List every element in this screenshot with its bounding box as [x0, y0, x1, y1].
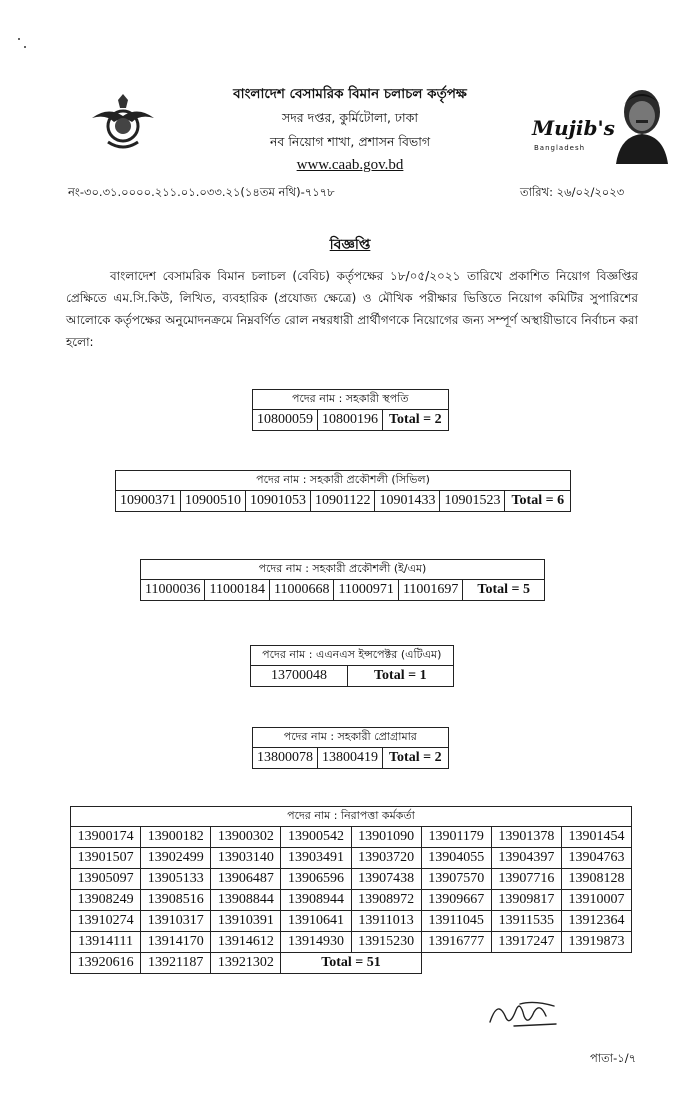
roll-cell: 11000036 [141, 580, 205, 601]
roll-cell: 13921187 [141, 953, 211, 974]
roll-cell: 10800059 [253, 410, 318, 431]
roll-cell: 13909667 [421, 890, 491, 911]
roll-cell: 13900182 [141, 827, 211, 848]
roll-cell: 13917247 [491, 932, 561, 953]
roll-cell: 13911013 [351, 911, 421, 932]
roll-cell: 13908249 [71, 890, 141, 911]
caab-emblem-icon [88, 92, 158, 154]
roll-cell: 13914612 [211, 932, 281, 953]
roll-cell: 11000184 [205, 580, 269, 601]
page-number: পাতা-১/৭ [590, 1051, 637, 1065]
roll-cell: 13902499 [141, 848, 211, 869]
total-cell: Total = 6 [505, 491, 571, 512]
roll-cell: 13900302 [211, 827, 281, 848]
memo-date: তারিখ: ২৬/০২/২০২৩ [520, 185, 625, 199]
roll-cell: 13908972 [351, 890, 421, 911]
roll-cell: 13916777 [421, 932, 491, 953]
roll-cell: 13800419 [318, 748, 383, 769]
table-ans-inspector [250, 645, 454, 687]
roll-cell: 13920616 [71, 953, 141, 974]
table-title: পদের নাম : সহকারী প্রোগ্রামার [253, 728, 449, 748]
roll-cell: 13914111 [71, 932, 141, 953]
roll-cell: 13910641 [281, 911, 351, 932]
roll-cell: 13904763 [561, 848, 631, 869]
roll-cell: 13914170 [141, 932, 211, 953]
total-cell: Total = 2 [383, 410, 449, 431]
roll-cell: 13910274 [71, 911, 141, 932]
roll-cell: 13903140 [211, 848, 281, 869]
roll-cell: 13912364 [561, 911, 631, 932]
roll-cell: 13907570 [421, 869, 491, 890]
org-address: সদর দপ্তর, কুর্মিটোলা, ঢাকা [281, 110, 418, 125]
scan-speck [24, 46, 26, 48]
total-cell: Total = 51 [281, 953, 421, 974]
roll-cell: 13900174 [71, 827, 141, 848]
roll-cell: 13904397 [491, 848, 561, 869]
notice-heading: বিজ্ঞপ্তি [329, 237, 371, 253]
total-cell: Total = 5 [463, 580, 545, 601]
table-title: পদের নাম : সহকারী প্রকৌশলী (ই/এম) [141, 560, 545, 580]
roll-cell: 13910007 [561, 890, 631, 911]
website-link[interactable]: www.caab.gov.bd [296, 157, 404, 173]
roll-cell: 13907716 [491, 869, 561, 890]
roll-cell: 13908516 [141, 890, 211, 911]
roll-cell: 10901433 [375, 491, 440, 512]
roll-cell: 10901523 [440, 491, 505, 512]
empty-cell [421, 953, 631, 974]
table-title: পদের নাম : এএনএস ইন্সপেক্টর (এটিএম) [251, 646, 454, 666]
roll-cell: 13901507 [71, 848, 141, 869]
roll-cell: 13908844 [211, 890, 281, 911]
roll-cell: 13909817 [491, 890, 561, 911]
roll-cell: 13906596 [281, 869, 351, 890]
total-cell: Total = 2 [383, 748, 449, 769]
roll-cell: 13906487 [211, 869, 281, 890]
roll-cell: 11000668 [269, 580, 333, 601]
roll-cell: 13905133 [141, 869, 211, 890]
scan-speck [18, 38, 20, 40]
mujib-logo-text: Mujib's [532, 116, 615, 140]
table-title: পদের নাম : সহকারী স্থপতি [253, 390, 449, 410]
roll-cell: 13919873 [561, 932, 631, 953]
roll-cell: 13910317 [141, 911, 211, 932]
roll-cell: 13903491 [281, 848, 351, 869]
table-title: পদের নাম : নিরাপত্তা কর্মকর্তা [71, 807, 632, 827]
roll-cell: 10900510 [181, 491, 246, 512]
roll-cell: 13700048 [251, 666, 348, 687]
roll-cell: 11000971 [334, 580, 398, 601]
roll-cell: 10900371 [116, 491, 181, 512]
table-assistant-programmer [252, 727, 449, 769]
roll-cell: 13904055 [421, 848, 491, 869]
roll-cell: 13901179 [421, 827, 491, 848]
roll-cell: 13908128 [561, 869, 631, 890]
roll-cell: 13907438 [351, 869, 421, 890]
table-title: পদের নাম : সহকারী প্রকৌশলী (সিভিল) [116, 471, 571, 491]
memo-number: নং-৩০.৩১.০০০০.২১১.০১.০৩৩.২১(১৪তম নথি)-৭১৭৮ [68, 185, 335, 199]
roll-cell: 13911535 [491, 911, 561, 932]
notice-body: বাংলাদেশ বেসামরিক বিমান চলাচল (বেবিচ) কর্তৃপক্ষের ১৮/০৫/২০২১ তারিখে প্রকাশিত নিয়োগ বিজ্ঞপ্তির প্রেক্ষিতে এম.সি.কিউ, লিখিত, ব্যবহারিক (প্রযোজ্য ক্ষেত্রে) ও মৌখিক পরীক্ষার ভিত্তিতে নিয়োগ কমিটির সুপারিশের আলোকে কর্তৃপক্ষের অনুমোদনক্রমে নিম্নবর্ণিত রোল নম্বরধারী প্রার্থীগণকে নিয়োগের জন্য সম্পূর্ণ অস্থায়ীভাবে নির্বাচন করা হলো: [66, 269, 638, 349]
roll-cell: 13905097 [71, 869, 141, 890]
roll-cell: 13901454 [561, 827, 631, 848]
roll-cell: 10901122 [311, 491, 375, 512]
table-assistant-engineer-civil [115, 470, 571, 512]
roll-cell: 13900542 [281, 827, 351, 848]
roll-cell: 13903720 [351, 848, 421, 869]
roll-cell: 13914930 [281, 932, 351, 953]
roll-cell: 13901378 [491, 827, 561, 848]
roll-cell: 13921302 [211, 953, 281, 974]
portrait-icon [610, 86, 672, 164]
signature-image [484, 992, 574, 1032]
roll-cell: 10901053 [246, 491, 311, 512]
roll-cell: 13910391 [211, 911, 281, 932]
roll-cell: 13901090 [351, 827, 421, 848]
mujib-logo-subtext: Bangladesh [534, 144, 586, 152]
roll-cell: 13908944 [281, 890, 351, 911]
roll-cell: 13911045 [421, 911, 491, 932]
total-cell: Total = 1 [348, 666, 454, 687]
table-security-officer [70, 806, 632, 974]
roll-cell: 13800078 [253, 748, 318, 769]
mujib-centenary-logo [528, 86, 678, 166]
table-assistant-architect [252, 389, 449, 431]
roll-cell: 13915230 [351, 932, 421, 953]
roll-cell: 11001697 [398, 580, 462, 601]
table-assistant-engineer-em [140, 559, 545, 601]
org-branch: নব নিয়োগ শাখা, প্রশাসন বিভাগ [269, 134, 431, 149]
org-name: বাংলাদেশ বেসামরিক বিমান চলাচল কর্তৃপক্ষ [233, 86, 467, 102]
roll-cell: 10800196 [318, 410, 383, 431]
